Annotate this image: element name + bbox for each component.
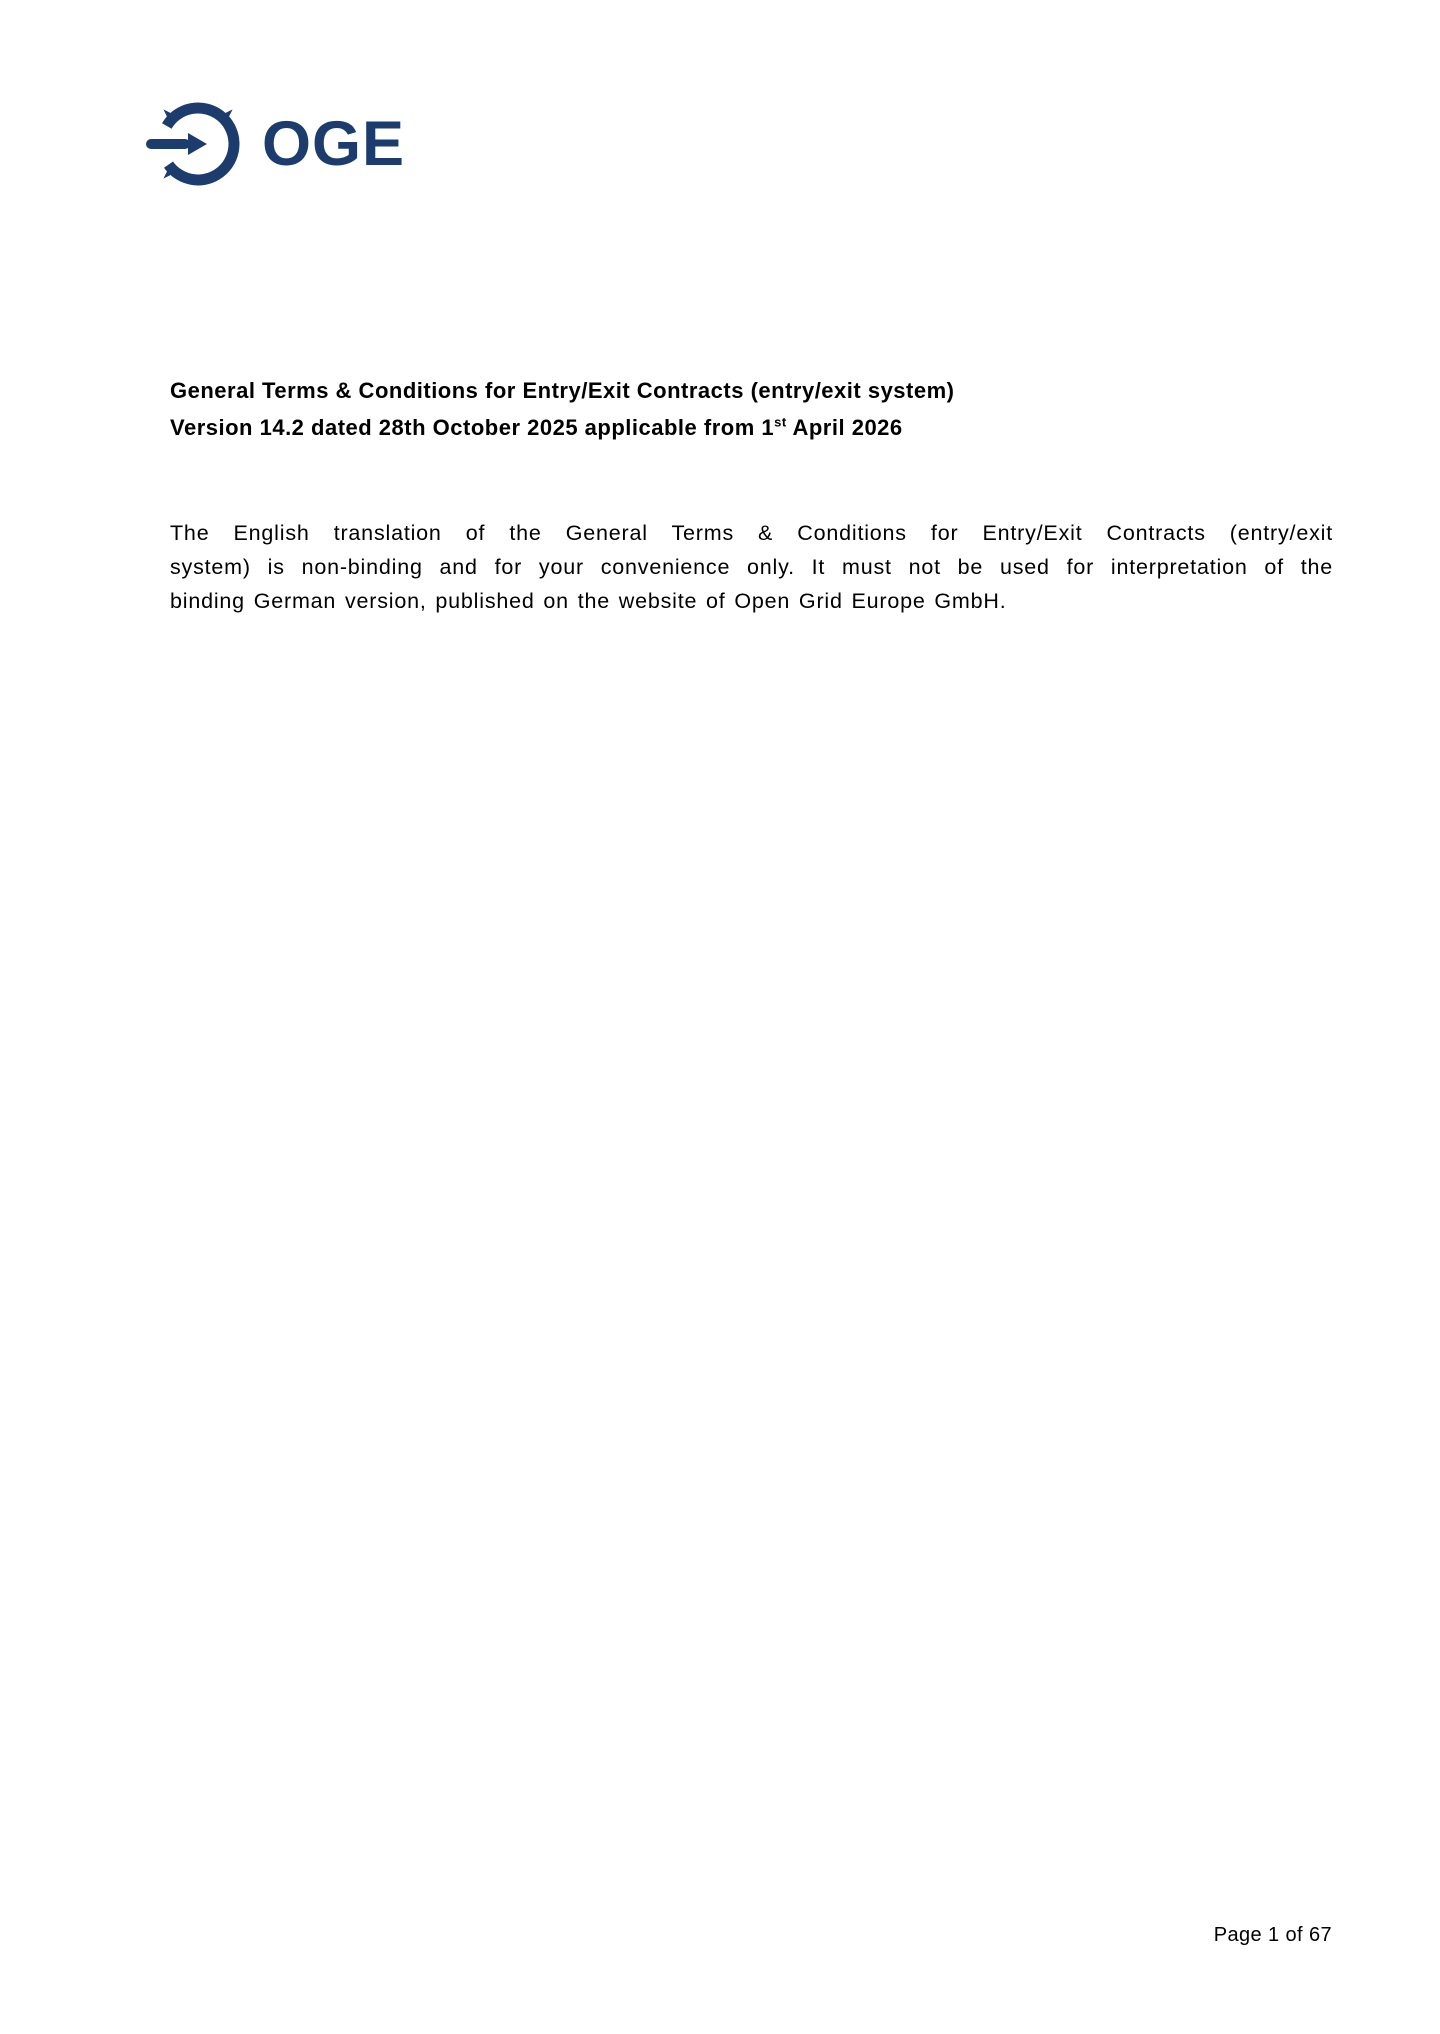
title-line-1: General Terms & Conditions for Entry/Exit Contracts (entry/exit system): [170, 378, 955, 403]
oge-logo-text: OGE: [262, 109, 406, 179]
paragraph-line: binding German version, published on the website of Open Grid Europe GmbH.: [170, 589, 1007, 613]
oge-logo: [138, 96, 405, 192]
paragraph-line: system) is non-binding and for your convenience only. It must not be used for interpretation of the: [170, 555, 1333, 579]
title-line-2-prefix: Version 14.2 dated 28th October 2025 applicable from 1: [170, 415, 775, 440]
title-line-2: [170, 409, 1333, 446]
title-line-2-superscript: st: [774, 414, 787, 430]
title-line-2-suffix: April 2026: [786, 415, 903, 440]
document-title: [170, 372, 1333, 446]
paragraph-line: The English translation of the General Terms & Conditions for Entry/Exit Contracts (entry/exit: [170, 521, 1333, 545]
intro-paragraph: [170, 516, 1333, 618]
page-number: Page 1 of 67: [1213, 1924, 1332, 1946]
oge-logo-icon: [138, 96, 242, 192]
